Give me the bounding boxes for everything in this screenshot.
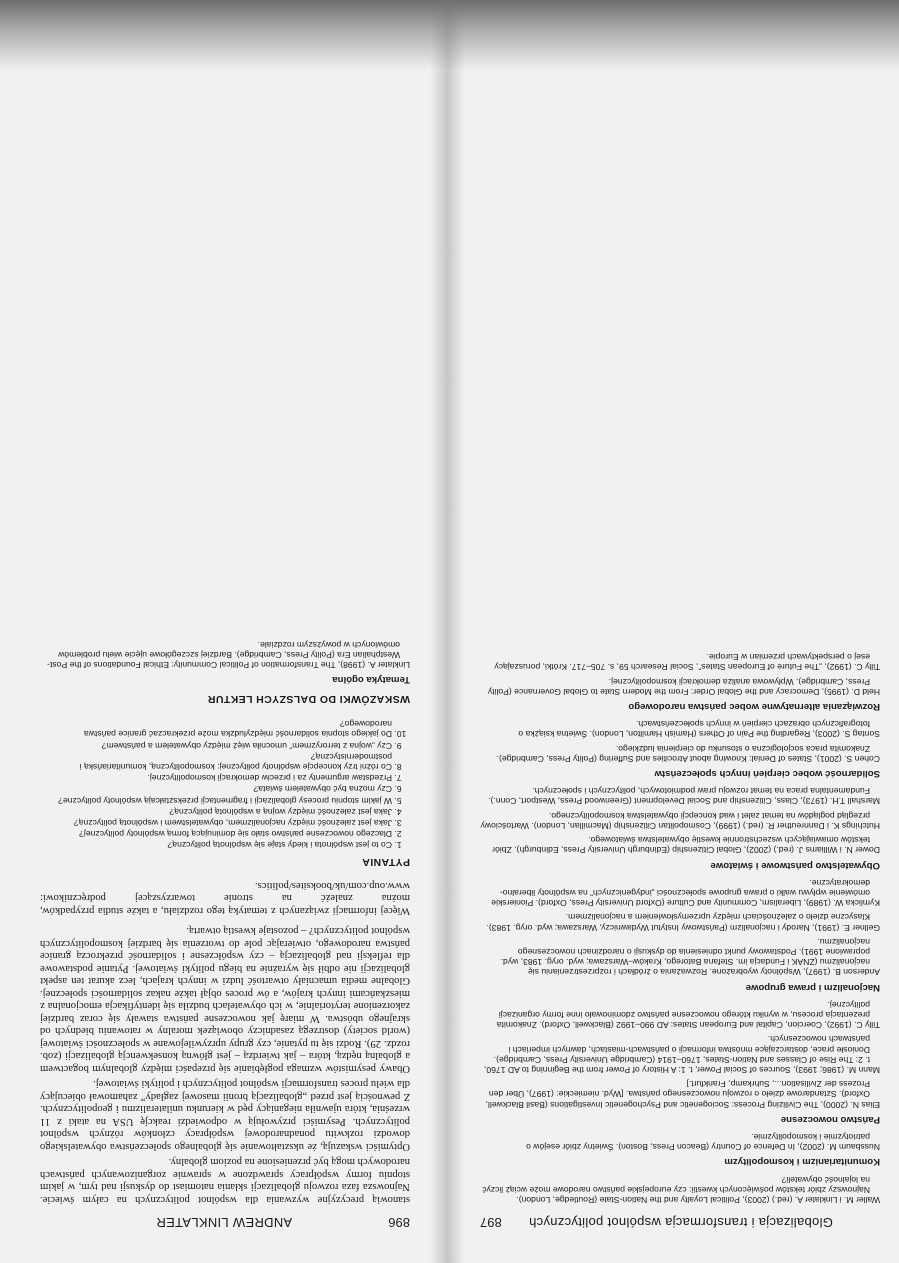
guide-heading: WSKAZÓWKI DO DALSZYCH LEKTUR [207,693,410,706]
reference: Waller M. i Linklater A. (red.) (2003), Political Loyalty and the Nation-State (Routledge, London). Najnowszy zbiór tekstów poświęconych kwestii: czy europejskie państwo narodowe może wciąż liczyć na lojalność obywateli? [482,1174,880,1205]
guide-subheading: Tematyka ogólna [332,674,410,686]
questions-heading: PYTANIA [361,856,410,869]
reference: Sontag S. (2003), Regarding the Pain of Others (Hamish Hamilton, London). Świetna książka o fotograficznych obrazach cierpień w innych społeczeństwach. [518,719,880,740]
paragraph: Optymiści wskazują, że ukształtowanie się globalnego społeczeństwa obywatelskiego dowodzi rozkwitu ponadnarodowej współpracy członków różnych wspólnot politycznych. Pesymiści przywołują w odpowiedzi reakcję USA na ataki z 11 września, która ujawniła nieganiący pęd w kierunku unilateralizmu i geopolitycznych. Z pewnością jest przed „globalizacją bronii masowej zagłady” zahamował obiecujący dla wielu proces transformacji wspólnot politycznych i polityki światowej. [40,1078,410,1152]
question-item: 9. Czy „wojna z terroryzmem” umocniła więź między obywatelem a państwem? [40,740,392,750]
section-heading: Nacjonalizm i prawa grupowe [745,981,880,993]
reference: Mann M. (1986; 1993), Sources of Social Power, t. 1: A History of Power from the Beginning to AD 1760, t. 2: The Rise of Classes and Nation-States, 1760–1914 (Cambridge University Press, Cambridge). Doniosłe prace, dostarczające mnóstwa informacji o państwach-miastach, dawnych imperiach i państwach nowoczesnych. [484,1034,880,1075]
reference: Elias N. (2000), The Civilizing Process: Sociogenetic and Psychogenetic Investigations (Basil Blackwell, Oxford). Sztandarowe dzieło o rozwoju nowoczesnego państwa. [Wyd. niemieckie: (1997), Über den Prozess der Zivilisation..., Suhrkamp, Frankfurt.] [485,1079,880,1110]
question-item: 3. Jaka jest zależność między nacjonalizmem, obywatelstwem i wspólnotą polityczną? [40,818,392,828]
body-text [40,879,410,1206]
reference: Linklater A. (1998), The Transformation of Political Community: Ethical Foundations of the Post-Westphalian Era (Polity Press, Cambridge). Bardziej szczegółowe ujęcie wielu problemów omówionych w powyższym rozdziale. [47,639,410,671]
running-head: ANDREW LINKLATER [156,1215,293,1230]
paragraph: Obawy pesymistów wzmaga pogłębianie się przepaści między globalnym bogactwem a globalną nędzą, która – jak twierdzą – jest główną konsekwencją globalizacji (zob. rozdz. 29). Rodzi się tu pytanie, czy grupy uprzywilejowane w społeczności światowej (world society) dostrzegą zasadniczy obowiązek moralny w ratowaniu biednych od skrajnego ubóstwa. W miarę jak nowoczesne państwa stawały się coraz bardziej zakorzenione terytorialnie, w ich obywatelach budziła się identyfikacja emocjonalna z mieszkańcami innych krajów, a ów proces objął także nakaz solidarności społecznej. Globalne media umacniały otwartość ludzi w innych krajach, lecz akurat ten aspekt globalizacji nie odbił się wyraźnie na biegu polityki światowej. Pytanie podstawowe dla refleksji nad globalizacją – czy współczesne i solidarność przekroczą granice państwa narodowego, otwierając pole do tworzenia się bardziej kosmopolitycznych wspólnot politycznych? – pozostaje kwestią otwartą. [40,925,410,1074]
section-heading: Solidarność wobec cierpień innych społeczeństw [654,768,880,780]
section-heading: Obywatelstwo państwowe i światowe [710,859,880,871]
reference: Marshall T.H. (1973), Class, Citizenship and Social Development (Greenwood Press, Westport, Conn.). Fundamentalna praca na temat rozwoju praw podmiotowych, politycznych i społecznych. [488,786,880,807]
page-number: 896 [388,1215,410,1230]
left-header [40,1215,410,1230]
page-number: 897 [480,1215,502,1230]
question-item: 7. Przedstaw argumenty za i przeciw demokracji kosmopolitycznej. [40,773,392,783]
paragraph: stanowią precyzyjne wyzwania dla wspólnot politycznych na całym świecie. Najnowsza faza rozwoju globalizacji skłania natomiast do dyskusji nad tym, w jakim stopniu formy współpracy sprawdzone w sprawnie zorganizowanych państwach narodowych mogą być przeniesione na poziom globalny. [40,1156,410,1205]
reference: Anderson B. (1997), Wspólnoty wyobrażone. Rozważania o źródłach i rozprzestrzenianiu się nacjonalizmu (ZNAK i Fundacja im. Stefana Batorego, Kraków–Warszawa; wyd. oryg. 1983, wyd. poprawione 1991). Podstawowy punkt odniesienia do dyskusji o narodzinach nowoczesnego nacjonalizmu. [500,936,880,978]
right-header [480,1215,880,1230]
reference: Gellner E. (1991), Narody i nacjonalizm (Państwowy Instytut Wydawniczy, Warszawa; wyd. oryg. 1983). Klasyczne dzieło o zależnościach między uprzemysłowieniem a nacjonalizmem. [486,912,880,933]
reference: Kymlicka W. (1989), Liberalism, Community and Culture (Oxford University Press, Oxford). Pionierskie omówienie wpływu walki o prawa grupowe społeczności „indygenicznych” na wspólnoty liberalno-demokratyczne. [491,877,880,909]
section-heading: Rozwiązania alternatywne wobec państwa narodowego [628,701,880,713]
right-page-content [480,648,880,1230]
running-head: Globalizacja i transformacja wspólnot politycznych [528,1215,833,1230]
question-item: 8. Co różni trzy koncepcje wspólnoty politycznej: kosmopolityczną, komunitariańską i postmodernistyczną? [40,752,392,772]
reference: Cohen S. (2001), States of Denial: Knowing about Atrocities and Suffering (Polity Press, Cambridge). Znakomita praca socjologiczna o stosunku do cierpienia ludzkiego. [496,743,880,764]
question-item: 1. Co to jest wspólnota i kiedy staje się wspólnotą polityczną? [40,840,392,850]
reference: Held D. (1995), Democracy and the Global Order: From the Modern State to Global Governance (Polity Press, Cambridge). Wpływowa analiza demokracji kosmopolitycznej. [487,676,880,697]
paragraph: Więcej informacji związanych z tematyką tego rozdziału, a także studia przypadków, można znaleźć na stronie towarzyszącej podręcznikowi: www.oup.com/uk/booksites/politics. [40,880,410,916]
reference: Nussbaum M. (2002), In Defence of Country (Beacon Press, Boston). Świetny zbiór esejów o patriotyzmie i kosmopolityzmie. [526,1131,880,1153]
section-heading: Państwo nowoczesne [780,1113,880,1125]
question-item: 2. Dlaczego nowoczesne państwo stało się dominującą formą wspólnoty politycznej? [40,829,392,839]
book-spine [430,0,465,1263]
section-heading: Komunitarianizm i kosmopolityzm [724,1156,880,1168]
questions-list [40,719,410,850]
reference: Tilly C. (1992), Coercion, Capital and European States: AD 990–1992 (Blackwell, Oxford). Znakomita prezentacja procesu, w wyniku którego nowoczesne państwo zdominowało inne formy organizacji politycznej. [496,999,880,1031]
reference: Tilly C. (1992), „The Future of European States”, Social Research 59, s. 705–717. Krótki, poruszający esej o perspektywach przemian w Europie. [494,652,880,673]
question-item: 5. W jakim stopniu procesy globalizacji i fragmentacji przekształcają wspólnoty polityczne? [40,795,392,805]
reference: Hutchings K. i Dannreuther R. (red.) (1999), Cosmopolitan Citizenship (Macmillan, London). Wartościowy przegląd poglądów na temat zalet i wad koncepcji obywatelstwa kosmopolitycznego. [480,810,880,831]
left-page-content [40,635,410,1230]
reference: Dower N. i Williams J. (red.) (2002), Global Citizenship (Edinburgh University Press, Edinburgh). Zbiór tekstów omawiających wszechstronnie kwestię obywatelstwa światowego. [492,835,880,856]
question-item: 6. Czy można być obywatelem świata? [40,784,392,794]
question-item: 4. Jaka jest zależność między wojną a wspólnotą polityczną? [40,807,392,817]
question-item: 10. Do jakiego stopnia solidarność międzyludzka może przekraczać granice państwa narodowego? [40,719,392,739]
references [480,652,880,1205]
